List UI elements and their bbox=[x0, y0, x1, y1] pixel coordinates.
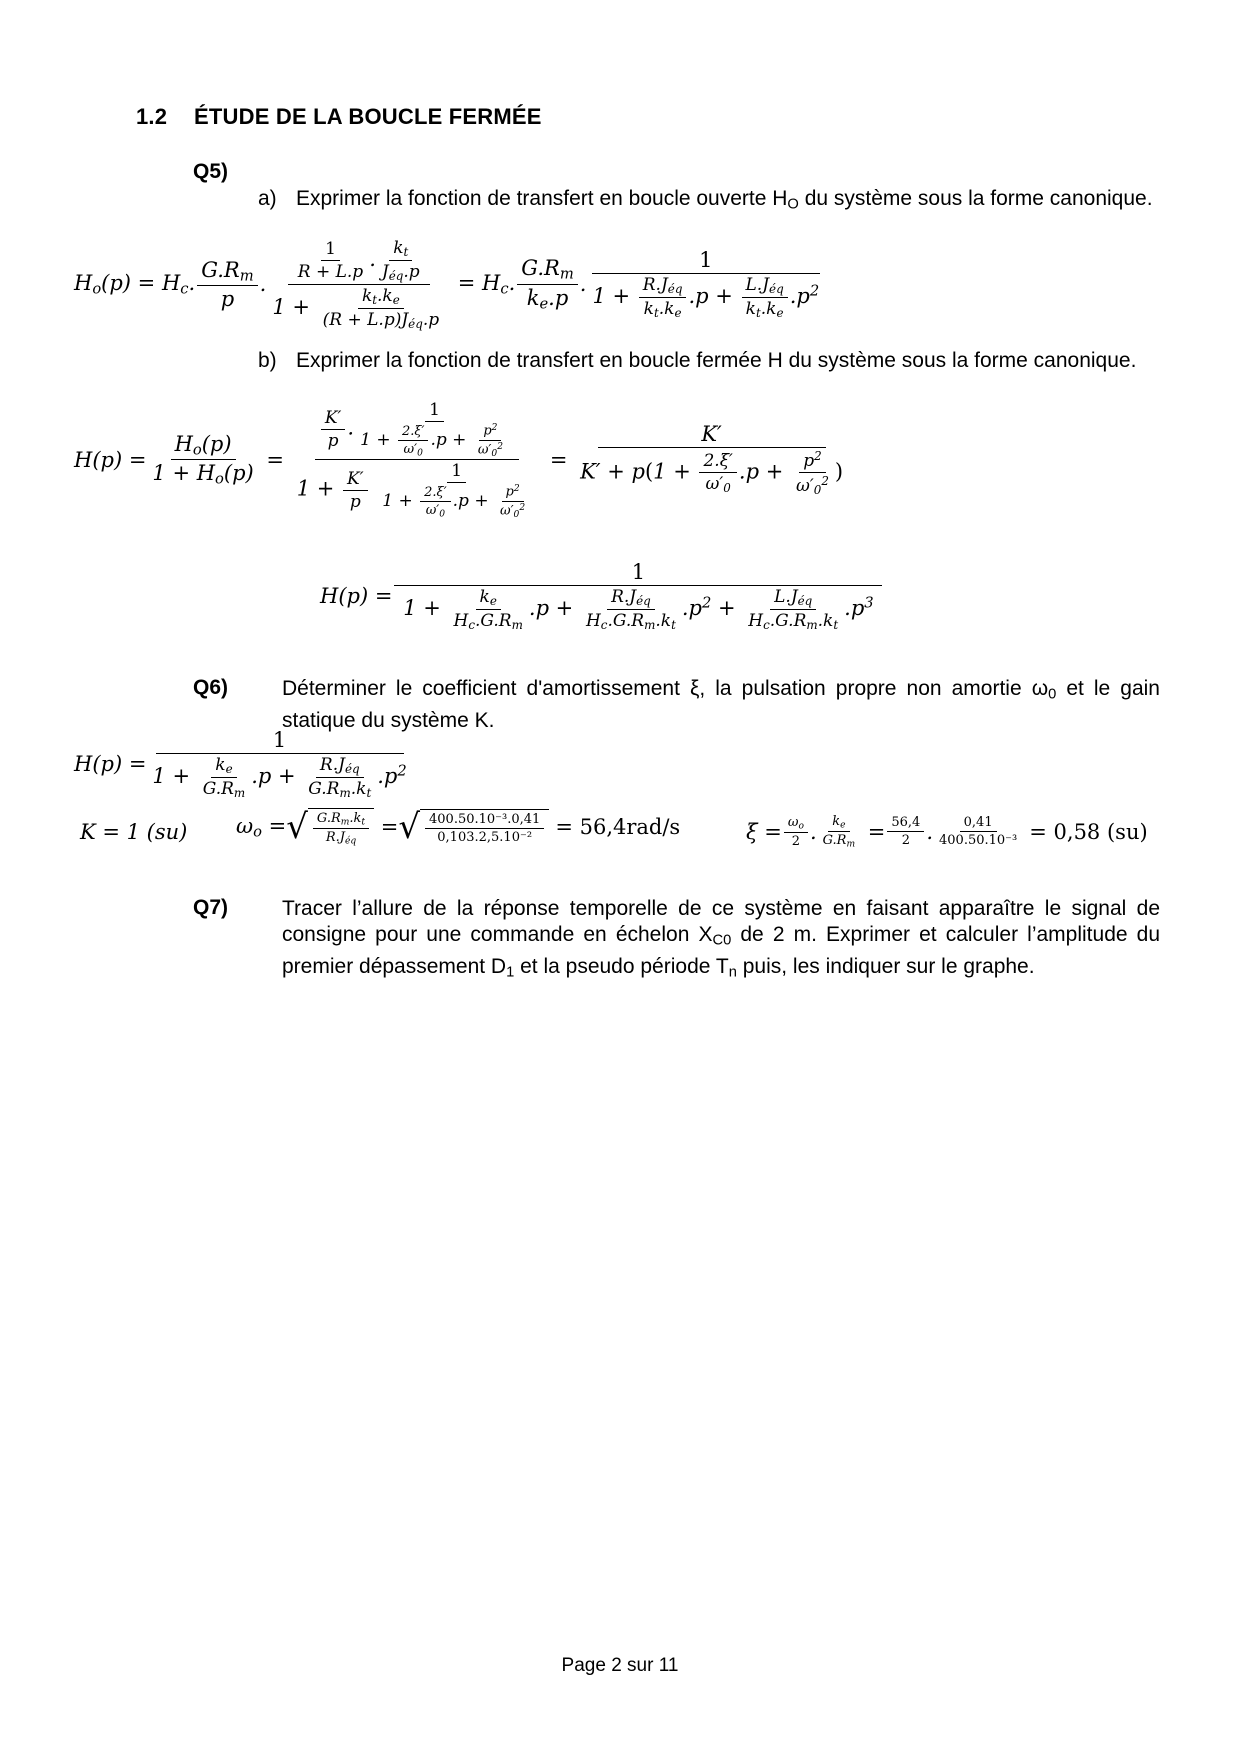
q5-a-text: Exprimer la fonction de transfert en boucle ouverte $H_O$ du système sous la forme canonique. bbox=[296, 187, 1153, 213]
xi-result: ξ = $\frac{\omega_o}{2}$ . $\frac{k_e}{G.R_m}$ = $\frac{56,4}{2}$ . $\frac{0,41}{\text{400.50.10⁻³}}$ = 0,58 (su) bbox=[746, 814, 1148, 850]
xi-fraction-d: 400.50.10⁻³ bbox=[939, 833, 1018, 849]
q5-b-marker: b) bbox=[258, 349, 277, 372]
gain-k-result: K = 1 (su) bbox=[80, 820, 188, 844]
omega-denominator: 0,103.2,5.10⁻² bbox=[437, 830, 533, 846]
xi-fraction-c: 0,41 bbox=[960, 815, 997, 832]
omega-numerator: 400.50.10⁻³.0,41 bbox=[425, 812, 544, 829]
section-number: 1.2 bbox=[136, 104, 168, 129]
q7-text: Tracer l’allure de la réponse temporelle de ce système en faisant apparaître le signal de consigne pour une commande en échelon $X_{C0}$ de 2 m. Exprimer et calculer l’amplitude du premier dépassement $D_1$ et la pseudo période $T_n$ puis, les indiquer sur le graphe. bbox=[282, 897, 1161, 981]
q6-label: Q6) bbox=[193, 676, 229, 699]
page-footer: Page 2 sur 11 bbox=[561, 1655, 679, 1676]
equation-closed-loop-canonical: H(p) = 1 1 + $\frac{k_e}{H_c.G.R_m}$ .p + $\frac{R.J_{éq}}{H_c.G.R_m.k_t}$ $.p^2$ + $\frac{L.J_{éq}}{H_c.G.R_m.k_t}$ $.p^3$ bbox=[320, 560, 884, 632]
xi-fraction-b: 2 bbox=[901, 833, 910, 849]
equation-q6: H(p) = 1 1 + $\frac{k_e}{G.R_m}$ .p + $\frac{R.J_{éq}}{G.R_m.k_t}$ $.p^2$ bbox=[74, 728, 407, 800]
q5-label: Q5) bbox=[193, 160, 229, 183]
omega-value: = 56,4rad/s bbox=[555, 815, 681, 840]
xi-fraction-a: 56,4 bbox=[887, 815, 924, 832]
section-heading bbox=[136, 104, 542, 130]
q7-label: Q7) bbox=[193, 896, 229, 919]
q5-a-marker: a) bbox=[258, 187, 277, 210]
omega-result: $\omega_o$ = √ $\frac{G.R_m.k_t}{R.J_{éq}}$ = √ $\frac{\text{400.50.10⁻³.0,41}}{\text{0,103.2,5.10⁻²}}$ = 56,4rad/s bbox=[236, 807, 681, 848]
equation-closed-loop: H(p) = $\frac{H_o(p)}{1 + H_o(p)}$ = $\frac{K'}{p}$ . 1 1 + $\frac{2.\xi'}{\omega'_0}$ .p + $\frac{p^2}{\omega'_0^2}$ 1 + $\frac{K'}{p}$ 1 1 + $\frac{2.\xi'}{\omega'_0}$ .p + $\frac{p^2}{\omega'_0^2}$ = K′ K′ + p(1 + $\frac{2.\xi'}{\omega'_0}$ .p + $\frac{p^2}{\omega'_0^2}$ ) bbox=[74, 400, 844, 520]
equation-open-loop: $H_o(p) = H_c$. $\frac{G.R_m}{p}$ . $\frac{1}{R + L.p}$ . $\frac{k_t}{J_{éq}.p}$ 1 + $\frac{k_t.k_e}{(R + L.p)J_{éq}.p}$ = $H_c$. $\frac{G.R_m}{k_e.p}$ . 1 1 + $\frac{R.J_{éq}}{k_t.k_e}$ .p + $\frac{L.J_{éq}}{k_t.k_e}$ $.p^2$ bbox=[74, 238, 820, 331]
q6-text: Déterminer le coefficient d'amortissement ξ, la pulsation propre non amortie $\omega_0$ et le gain statique du système K. bbox=[282, 677, 1160, 732]
q5-b-text: Exprimer la fonction de transfert en boucle fermée H du système sous la forme canonique. bbox=[296, 349, 1137, 372]
section-title: ÉTUDE DE LA BOUCLE FERMÉE bbox=[194, 104, 542, 129]
xi-value: = 0,58 (su) bbox=[1029, 819, 1148, 844]
